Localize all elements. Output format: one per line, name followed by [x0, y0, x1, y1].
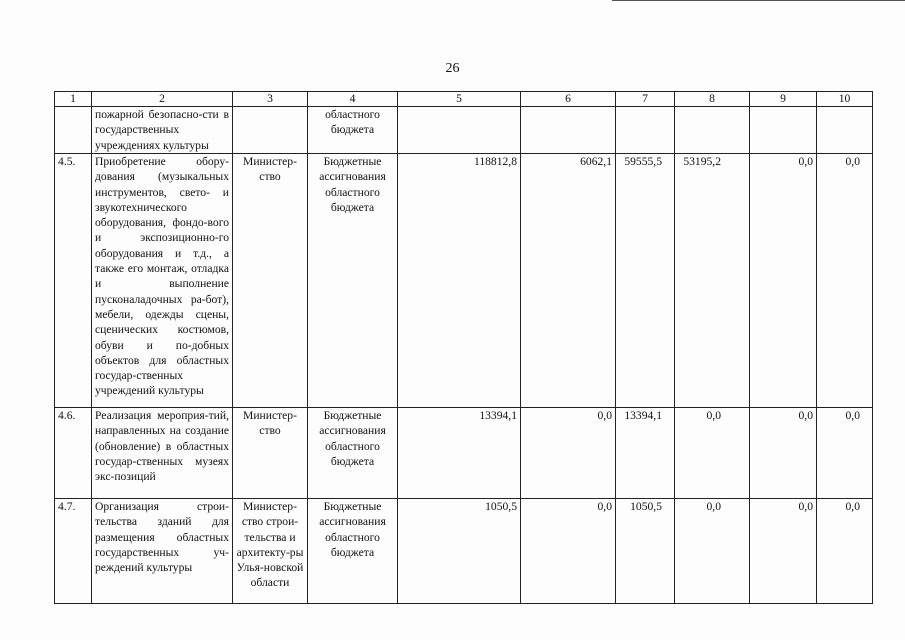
value-year-2: 59555,5 — [616, 154, 675, 408]
row-executor: Министер-ство строи-тельства и архитекту-ры Улья-новской области — [233, 499, 308, 604]
value-year-4: 0,0 — [750, 408, 817, 499]
header-row — [55, 92, 873, 107]
row-description: Приобретение обору-дования (музыкальных инструментов, свето- и звукотехнического оборудования, фондо-вого и экспозиционно-го оборудования и т.д., а также его монтаж, отладка и выполнение пусконаладочных ра-бот), мебели, одежды сцены, сценических костюмов, обуви и по-добных объектов для областных государ-ственных учреждений культуры — [92, 154, 233, 408]
row-funding-source: Бюджетные ассигнования областного бюджета — [308, 408, 398, 499]
header-cell: 7 — [616, 92, 675, 107]
table-row — [55, 408, 873, 499]
header-cell: 8 — [675, 92, 750, 107]
table-row — [55, 154, 873, 408]
row-number: 4.6. — [55, 408, 92, 499]
row-funding-source: Бюджетные ассигнования областного бюджета — [308, 154, 398, 408]
value-total: 118812,8 — [398, 154, 521, 408]
row-funding-source: областного бюджета — [308, 107, 398, 154]
value-year-3: 0,0 — [675, 408, 750, 499]
value-year-1: 6062,1 — [521, 154, 616, 408]
value-year-5: 0,0 — [817, 499, 873, 604]
value-year-4: 0,0 — [750, 154, 817, 408]
header-cell: 6 — [521, 92, 616, 107]
value-year-3 — [675, 107, 750, 154]
page-number: 26 — [445, 61, 460, 76]
value-year-5: 0,0 — [817, 408, 873, 499]
value-year-4: 0,0 — [750, 499, 817, 604]
value-total — [398, 107, 521, 154]
value-year-2 — [616, 107, 675, 154]
row-executor: Министер-ство — [233, 408, 308, 499]
row-description: пожарной безопасно-сти в государственных учреждениях культуры — [92, 107, 233, 154]
value-year-4 — [750, 107, 817, 154]
value-year-3: 0,0 — [675, 499, 750, 604]
row-description: Организация строи-тельства зданий для размещения областных государственных уч-реждений культуры — [92, 499, 233, 604]
header-cell: 1 — [55, 92, 92, 107]
row-executor: Министер-ство — [233, 154, 308, 408]
value-year-2: 13394,1 — [616, 408, 675, 499]
header-cell: 4 — [308, 92, 398, 107]
value-year-5 — [817, 107, 873, 154]
row-executor — [233, 107, 308, 154]
row-funding-source: Бюджетные ассигнования областного бюджета — [308, 499, 398, 604]
value-year-1: 0,0 — [521, 499, 616, 604]
row-number: 4.5. — [55, 154, 92, 408]
header-cell: 9 — [750, 92, 817, 107]
row-description: Реализация мероприя-тий, направленных на создание (обновление) в областных государ-ственных музеях экс-позиций — [92, 408, 233, 499]
value-total: 13394,1 — [398, 408, 521, 499]
value-year-1 — [521, 107, 616, 154]
table-row — [55, 499, 873, 604]
header-cell: 2 — [92, 92, 233, 107]
value-year-5: 0,0 — [817, 154, 873, 408]
value-total: 1050,5 — [398, 499, 521, 604]
scan-artifact-line — [612, 0, 905, 1]
row-number — [55, 107, 92, 154]
header-cell: 3 — [233, 92, 308, 107]
value-year-3: 53195,2 — [675, 154, 750, 408]
header-cell: 5 — [398, 92, 521, 107]
value-year-2: 1050,5 — [616, 499, 675, 604]
row-number: 4.7. — [55, 499, 92, 604]
table-row-continuation — [55, 107, 873, 154]
header-cell: 10 — [817, 92, 873, 107]
budget-table — [54, 91, 873, 604]
value-year-1: 0,0 — [521, 408, 616, 499]
